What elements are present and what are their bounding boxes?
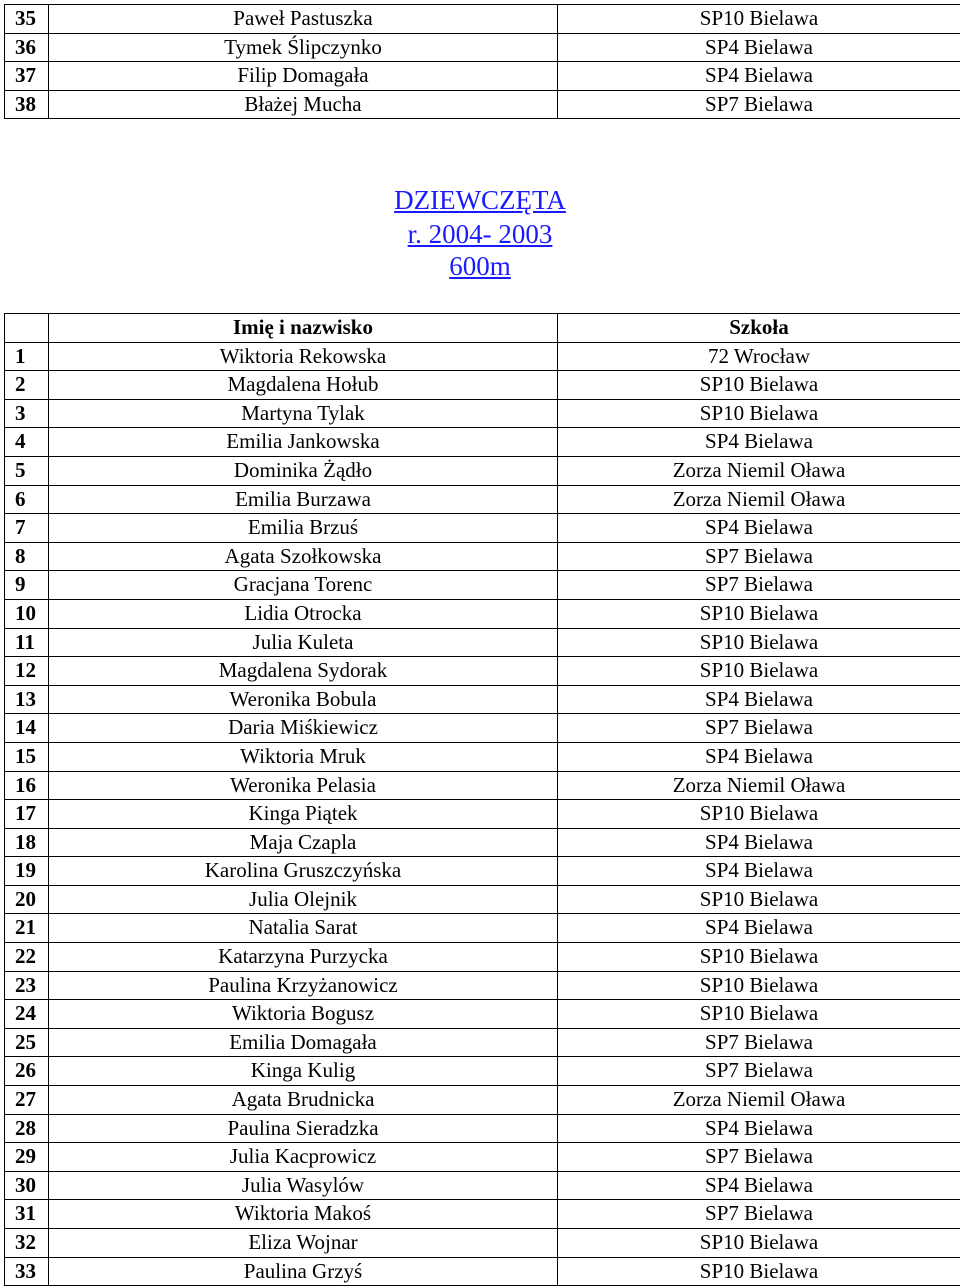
row-number: 30 [5,1171,49,1200]
row-number: 16 [5,771,49,800]
table-row [5,399,960,428]
row-school: SP10 Bielawa [558,657,960,686]
row-name: Emilia Domagała [49,1028,558,1057]
table-row [5,1257,960,1286]
row-name: Wiktoria Mruk [49,742,558,771]
table-row [5,685,960,714]
table-row [5,943,960,972]
row-number: 28 [5,1114,49,1143]
row-number: 9 [5,571,49,600]
table-row [5,1000,960,1029]
table-row [5,1171,960,1200]
row-name: Martyna Tylak [49,399,558,428]
row-number: 18 [5,828,49,857]
row-school: SP10 Bielawa [558,1257,960,1286]
table-row [5,1200,960,1229]
row-number: 6 [5,485,49,514]
row-school: SP10 Bielawa [558,628,960,657]
table-row [5,62,960,91]
row-name: Julia Wasylów [49,1171,558,1200]
header-number [5,314,49,343]
row-number: 17 [5,800,49,829]
row-number: 21 [5,914,49,943]
table-row [5,628,960,657]
row-school: SP4 Bielawa [558,914,960,943]
row-number: 2 [5,371,49,400]
row-number: 23 [5,971,49,1000]
row-school: SP7 Bielawa [558,542,960,571]
row-number: 35 [5,5,49,34]
table-row [5,657,960,686]
row-school: SP4 Bielawa [558,33,960,62]
row-number: 13 [5,685,49,714]
row-number: 29 [5,1143,49,1172]
row-name: Emilia Brzuś [49,514,558,543]
row-number: 37 [5,62,49,91]
row-number: 31 [5,1200,49,1229]
row-name: Filip Domagała [49,62,558,91]
row-name: Karolina Gruszczyńska [49,857,558,886]
row-name: Wiktoria Makoś [49,1200,558,1229]
row-name: Julia Kuleta [49,628,558,657]
row-school: SP10 Bielawa [558,885,960,914]
row-school: Zorza Niemil Oława [558,1086,960,1115]
row-school: SP4 Bielawa [558,514,960,543]
table-row [5,1057,960,1086]
table-row [5,485,960,514]
row-number: 1 [5,342,49,371]
table-row [5,5,960,34]
row-name: Paulina Krzyżanowicz [49,971,558,1000]
row-name: Agata Szołkowska [49,542,558,571]
row-school: SP10 Bielawa [558,800,960,829]
row-school: SP10 Bielawa [558,599,960,628]
row-name: Daria Miśkiewicz [49,714,558,743]
row-school: SP4 Bielawa [558,857,960,886]
row-school: SP4 Bielawa [558,828,960,857]
row-school: Zorza Niemil Oława [558,771,960,800]
header-school: Szkoła [558,314,960,343]
row-name: Tymek Ślipczynko [49,33,558,62]
row-name: Emilia Burzawa [49,485,558,514]
table-row [5,1028,960,1057]
table-row [5,542,960,571]
row-school: SP10 Bielawa [558,971,960,1000]
row-name: Magdalena Hołub [49,371,558,400]
section-heading-category: DZIEWCZĘTA [394,185,566,215]
row-school: SP4 Bielawa [558,1114,960,1143]
table-row [5,914,960,943]
row-number: 38 [5,90,49,119]
row-name: Paweł Pastuszka [49,5,558,34]
row-name: Agata Brudnicka [49,1086,558,1115]
row-school: SP4 Bielawa [558,685,960,714]
table-row [5,857,960,886]
row-name: Lidia Otrocka [49,599,558,628]
row-number: 26 [5,1057,49,1086]
row-name: Eliza Wojnar [49,1229,558,1258]
header-name: Imię i nazwisko [49,314,558,343]
table-row [5,771,960,800]
row-school: SP10 Bielawa [558,371,960,400]
table-row [5,571,960,600]
row-school: SP4 Bielawa [558,742,960,771]
row-school: SP7 Bielawa [558,1057,960,1086]
row-school: SP10 Bielawa [558,943,960,972]
row-school: SP7 Bielawa [558,714,960,743]
row-number: 4 [5,428,49,457]
row-number: 22 [5,943,49,972]
row-name: Błażej Mucha [49,90,558,119]
row-number: 5 [5,456,49,485]
results-table [4,313,960,1286]
row-name: Kinga Piątek [49,800,558,829]
row-number: 10 [5,599,49,628]
row-name: Katarzyna Purzycka [49,943,558,972]
table-row [5,1229,960,1258]
row-school: SP10 Bielawa [558,1229,960,1258]
row-name: Paulina Sieradzka [49,1114,558,1143]
row-name: Paulina Grzyś [49,1257,558,1286]
row-school: SP7 Bielawa [558,1200,960,1229]
row-name: Magdalena Sydorak [49,657,558,686]
table-row [5,33,960,62]
table-header-row [5,314,960,343]
table-row [5,714,960,743]
table-row [5,885,960,914]
row-school: SP7 Bielawa [558,571,960,600]
row-number: 36 [5,33,49,62]
table-row [5,1114,960,1143]
table-row [5,456,960,485]
row-number: 3 [5,399,49,428]
table-row [5,514,960,543]
table-row [5,599,960,628]
row-school: Zorza Niemil Oława [558,485,960,514]
row-number: 27 [5,1086,49,1115]
row-name: Kinga Kulig [49,1057,558,1086]
row-number: 33 [5,1257,49,1286]
row-number: 20 [5,885,49,914]
row-school: SP10 Bielawa [558,399,960,428]
row-name: Dominika Żądło [49,456,558,485]
table-row [5,90,960,119]
row-school: SP4 Bielawa [558,62,960,91]
row-number: 11 [5,628,49,657]
row-number: 32 [5,1229,49,1258]
table-row [5,971,960,1000]
row-school: SP7 Bielawa [558,1028,960,1057]
row-school: SP7 Bielawa [558,1143,960,1172]
table-row [5,342,960,371]
row-name: Emilia Jankowska [49,428,558,457]
row-school: 72 Wrocław [558,342,960,371]
table-row [5,742,960,771]
row-number: 12 [5,657,49,686]
row-name: Wiktoria Rekowska [49,342,558,371]
row-number: 15 [5,742,49,771]
row-name: Maja Czapla [49,828,558,857]
row-number: 19 [5,857,49,886]
row-name: Weronika Bobula [49,685,558,714]
table-row [5,800,960,829]
row-name: Wiktoria Bogusz [49,1000,558,1029]
section-heading-distance: 600m [449,251,511,281]
row-school: SP4 Bielawa [558,1171,960,1200]
row-school: SP10 Bielawa [558,5,960,34]
table-row [5,1086,960,1115]
row-number: 7 [5,514,49,543]
row-name: Natalia Sarat [49,914,558,943]
row-number: 14 [5,714,49,743]
previous-results-table [4,4,960,119]
table-row [5,828,960,857]
row-number: 24 [5,1000,49,1029]
row-school: SP10 Bielawa [558,1000,960,1029]
row-school: SP4 Bielawa [558,428,960,457]
table-row [5,428,960,457]
row-name: Weronika Pelasia [49,771,558,800]
row-name: Julia Olejnik [49,885,558,914]
row-number: 25 [5,1028,49,1057]
section-heading-years: r. 2004- 2003 [407,219,553,249]
table-row [5,1143,960,1172]
row-name: Gracjana Torenc [49,571,558,600]
row-school: SP7 Bielawa [558,90,960,119]
row-number: 8 [5,542,49,571]
row-name: Julia Kacprowicz [49,1143,558,1172]
row-school: Zorza Niemil Oława [558,456,960,485]
table-row [5,371,960,400]
